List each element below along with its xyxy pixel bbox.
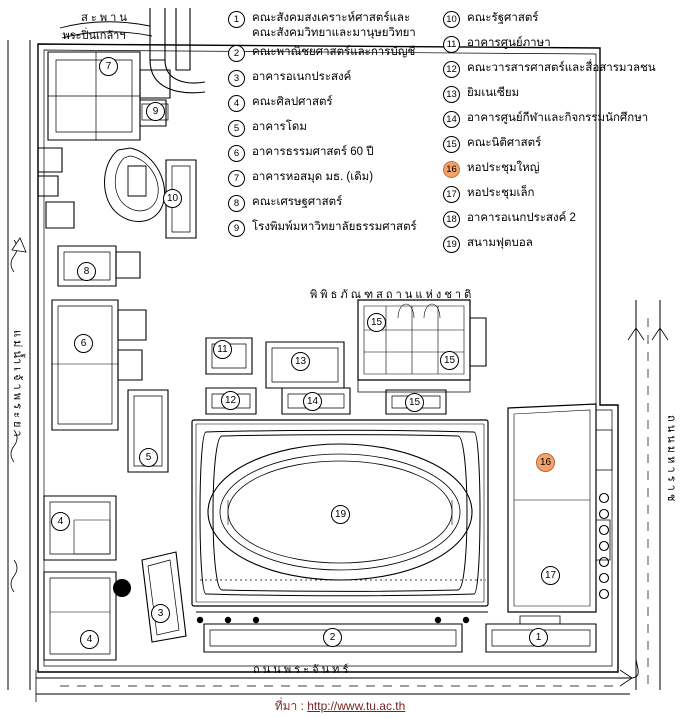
legend-label-2: คณะพาณิชยศาสตร์และการบัญชี <box>252 46 416 58</box>
legend-item-10[interactable] <box>443 10 680 32</box>
legend-label-1 <box>252 10 416 41</box>
legend-item-13[interactable] <box>443 85 680 107</box>
map-marker-6[interactable] <box>74 334 93 353</box>
legend-number-1: 1 <box>228 11 245 28</box>
legend-number-18: 18 <box>443 211 460 228</box>
map-marker-12[interactable] <box>221 391 240 410</box>
legend-label-3: อาคารอเนกประสงค์ <box>252 71 352 83</box>
legend-label-11: อาคารศูนย์ภาษา <box>467 37 551 49</box>
legend-item-11[interactable] <box>443 35 680 57</box>
marker-label: 13 <box>294 356 307 367</box>
legend-item-1[interactable] <box>228 10 443 41</box>
legend-number-17: 17 <box>443 186 460 203</box>
marker-label: 6 <box>80 338 87 349</box>
legend-number-3: 3 <box>228 70 245 87</box>
map-marker-13[interactable] <box>291 352 310 371</box>
legend-item-16[interactable] <box>443 160 680 182</box>
map-marker-15-a[interactable] <box>367 313 386 332</box>
legend-label-6: อาคารธรรมศาสตร์ 60 ปี <box>252 146 374 158</box>
legend-item-19[interactable] <box>443 235 680 257</box>
legend-number-9: 9 <box>228 220 245 237</box>
marker-label: 8 <box>83 266 90 277</box>
marker-label: 7 <box>105 61 112 72</box>
legend-label-13: ยิมเนเซียม <box>467 87 520 99</box>
source-credit <box>0 697 680 716</box>
bridge-label-line1: ส ะ พ า น <box>81 12 127 24</box>
marker-label: 10 <box>166 193 179 204</box>
legend-number-2: 2 <box>228 45 245 62</box>
marker-label: 15 <box>443 355 456 366</box>
legend-item-8[interactable] <box>228 194 443 216</box>
legend-item-12[interactable] <box>443 60 680 82</box>
marker-label: 15 <box>370 317 383 328</box>
legend-label-1-line1: คณะสังคมสงเคราะห์ศาสตร์และ <box>252 12 411 24</box>
marker-label: 12 <box>224 395 237 406</box>
legend-item-9[interactable] <box>228 219 443 241</box>
legend-label-5: อาคารโดม <box>252 121 307 133</box>
legend-item-7[interactable] <box>228 169 443 191</box>
legend-number-12: 12 <box>443 61 460 78</box>
legend-item-14[interactable] <box>443 110 680 132</box>
national-museum-label: พิ พิ ธ ภั ณ ฑ ส ถ า น แ ห่ ง ช า ติ <box>310 289 472 301</box>
marker-label: 3 <box>157 608 164 619</box>
legend-label-12: คณะวารสารศาสตร์และสื่อสารมวลชน <box>467 62 656 74</box>
source-prefix: ที่มา : <box>274 699 308 713</box>
legend-label-16: หอประชุมใหญ่ <box>467 162 540 174</box>
legend-label-8: คณะเศรษฐศาสตร์ <box>252 196 343 208</box>
map-marker-4-b[interactable] <box>80 630 99 649</box>
phra-chan-road-label: ถ น น พ ร ะ จั น ท ร์ <box>253 664 349 676</box>
legend-item-18[interactable] <box>443 210 680 232</box>
legend-number-5: 5 <box>228 120 245 137</box>
marker-label: 14 <box>306 396 319 407</box>
legend-number-11: 11 <box>443 36 460 53</box>
map-marker-3[interactable] <box>151 604 170 623</box>
legend-number-19: 19 <box>443 236 460 253</box>
map-marker-15-c[interactable] <box>405 393 424 412</box>
legend-number-10: 10 <box>443 11 460 28</box>
legend-number-7: 7 <box>228 170 245 187</box>
marker-label: 1 <box>535 632 542 643</box>
chao-phraya-river-label: แ ม่ น้ำ เ จ้ า พ ร ะ ย า <box>11 330 23 437</box>
map-marker-4-a[interactable] <box>51 512 70 531</box>
map-marker-2[interactable] <box>323 628 342 647</box>
legend-label-1-line2: คณะสังคมวิทยาและมานุษยวิทยา <box>252 27 416 39</box>
marker-label: 5 <box>145 452 152 463</box>
map-marker-10[interactable] <box>163 189 182 208</box>
marker-label: 19 <box>334 509 347 520</box>
legend-item-4[interactable] <box>228 94 443 116</box>
marker-label: 15 <box>408 397 421 408</box>
bridge-label-line2: พระปิ่นเกล้าฯ <box>62 30 126 42</box>
legend-label-19: สนามฟุตบอล <box>467 237 533 249</box>
legend-column-left <box>228 10 443 244</box>
marker-label: 11 <box>217 344 228 355</box>
legend-item-15[interactable] <box>443 135 680 157</box>
legend-label-4: คณะศิลปศาสตร์ <box>252 96 333 108</box>
legend-number-8: 8 <box>228 195 245 212</box>
marker-label: 4 <box>86 634 93 645</box>
legend-number-6: 6 <box>228 145 245 162</box>
legend-label-15: คณะนิติศาสตร์ <box>467 137 542 149</box>
source-url-link[interactable]: http://www.tu.ac.th <box>307 699 406 713</box>
map-marker-5[interactable] <box>139 448 158 467</box>
marker-label: 9 <box>152 106 159 117</box>
legend-number-13: 13 <box>443 86 460 103</box>
marker-label: 17 <box>544 570 557 581</box>
legend-number-4: 4 <box>228 95 245 112</box>
map-marker-19[interactable] <box>331 505 350 524</box>
map-marker-15-b[interactable] <box>440 351 459 370</box>
legend-item-2[interactable] <box>228 44 443 66</box>
map-marker-17[interactable] <box>541 566 560 585</box>
map-marker-7[interactable] <box>99 57 118 76</box>
legend-item-5[interactable] <box>228 119 443 141</box>
map-marker-11[interactable] <box>213 340 232 359</box>
legend-label-9: โรงพิมพ์มหาวิทยาลัยธรรมศาสตร์ <box>252 221 417 233</box>
maharaj-road-label: ถ น น ม ห า ร า ช <box>665 415 677 502</box>
legend-number-14: 14 <box>443 111 460 128</box>
legend-label-10: คณะรัฐศาสตร์ <box>467 12 539 24</box>
legend-item-17[interactable] <box>443 185 680 207</box>
legend-item-6[interactable] <box>228 144 443 166</box>
legend-item-3[interactable] <box>228 69 443 91</box>
marker-label: 2 <box>329 632 336 643</box>
marker-label: 16 <box>539 457 552 468</box>
map-marker-14[interactable] <box>303 392 322 411</box>
legend-label-7: อาคารหอสมุด มธ. (เดิม) <box>252 171 374 183</box>
map-marker-9[interactable] <box>146 102 165 121</box>
legend-number-16: 16 <box>443 161 460 178</box>
map-marker-1[interactable] <box>529 628 548 647</box>
legend-label-18: อาคารอเนกประสงค์ 2 <box>467 212 576 224</box>
legend-label-14: อาคารศูนย์กีฬาและกิจกรรมนักศึกษา <box>467 112 649 124</box>
map-marker-16[interactable] <box>536 453 555 472</box>
marker-label: 4 <box>57 516 64 527</box>
map-marker-8[interactable] <box>77 262 96 281</box>
legend-label-17: หอประชุมเล็ก <box>467 187 535 199</box>
legend-column-right <box>443 10 680 260</box>
legend-number-15: 15 <box>443 136 460 153</box>
